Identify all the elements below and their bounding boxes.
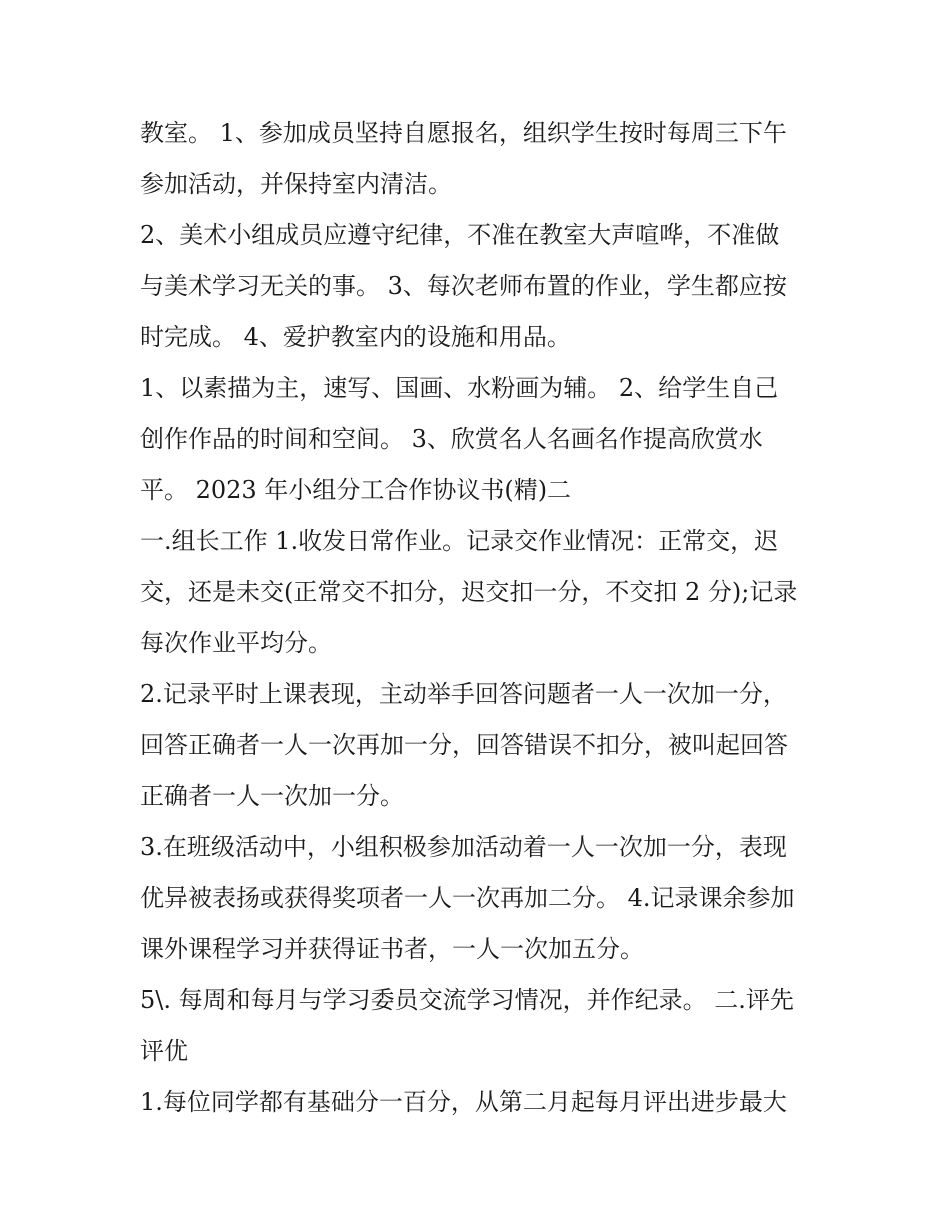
- text-line: 1.每位同学都有基础分一百分，从第二月起每月评出进步最大: [140, 1088, 787, 1116]
- text-line: 教室。 1、参加成员坚持自愿报名，组织学生按时每周三下午: [140, 119, 787, 147]
- text-line: 回答正确者一人一次再加一分，回答错误不扣分，被叫起回答: [140, 731, 788, 759]
- text-line: 平。 2023 年小组分工合作协议书(精)二: [140, 476, 572, 504]
- text-line: 3.在班级活动中，小组积极参加活动着一人一次加一分，表现: [140, 833, 787, 861]
- text-line: 课外课程学习并获得证书者，一人一次加五分。: [140, 935, 644, 963]
- text-line: 时完成。 4、爱护教室内的设施和用品。: [140, 323, 571, 351]
- text-line: 5\. 每周和每月与学习委员交流学习情况，并作纪录。 二.评先: [140, 986, 794, 1014]
- text-line: 一.组长工作 1.收发日常作业。记录交作业情况：正常交，迟: [140, 527, 779, 555]
- text-line: 交，还是未交(正常交不扣分，迟交扣一分，不交扣 2 分);记录: [140, 578, 798, 606]
- text-line: 参加活动，并保持室内清洁。: [140, 170, 452, 198]
- text-line: 2.记录平时上课表现，主动举手回答问题者一人一次加一分，: [140, 680, 787, 708]
- text-line: 创作作品的时间和空间。 3、欣赏名人名画名作提高欣赏水: [140, 425, 763, 453]
- text-line: 2、美术小组成员应遵守纪律，不准在教室大声喧哗，不准做: [140, 221, 780, 249]
- text-line: 1、以素描为主，速写、国画、水粉画为辅。 2、给学生自己: [140, 374, 779, 402]
- text-line: 与美术学习无关的事。 3、每次老师布置的作业，学生都应按: [140, 272, 787, 300]
- text-line: 正确者一人一次加一分。: [140, 782, 404, 810]
- text-line: 评优: [140, 1037, 188, 1065]
- text-line: 每次作业平均分。: [140, 629, 332, 657]
- text-line: 优异被表扬或获得奖项者一人一次再加二分。 4.记录课余参加: [140, 884, 795, 912]
- document-body: [140, 108, 820, 1128]
